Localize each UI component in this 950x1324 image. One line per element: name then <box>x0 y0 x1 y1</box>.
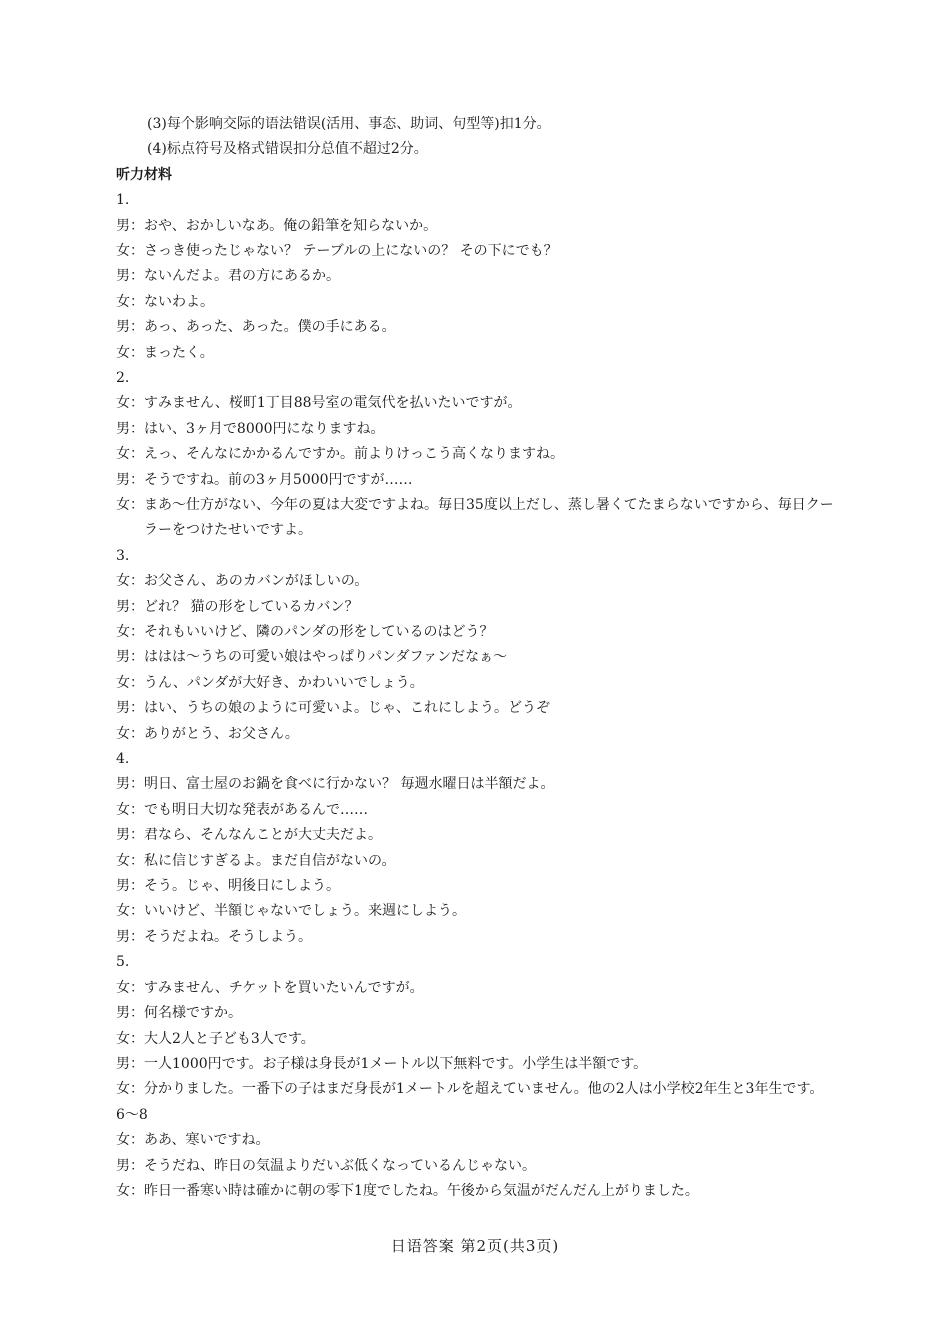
dialogue-line <box>116 620 846 645</box>
dialogue-line <box>116 442 846 467</box>
speaker-label: 女： <box>116 674 144 691</box>
speaker-label: 男： <box>116 268 144 285</box>
utterance-text: どれ？ 猫の形をしているカバン？ <box>144 598 359 615</box>
dialogue-number: 4. <box>116 751 130 768</box>
dialogue-number: 5. <box>116 954 130 971</box>
utterance-text: はい、うちの娘のように可愛いよ。じゃ、これにしよう。どうぞ <box>144 700 550 717</box>
utterance-text: ありがとう、お父さん。 <box>144 725 299 742</box>
dialogue-line <box>116 1052 846 1077</box>
utterance-text: そうだね、昨日の気温よりだいぶ低くなっているんじゃない。 <box>144 1157 536 1174</box>
utterance-text: そう。じゃ、明後日にしよう。 <box>144 878 340 895</box>
utterance-text: ないんだよ。君の方にあるか。 <box>144 268 340 285</box>
speaker-label: 女： <box>116 1030 144 1047</box>
dialogue-number: 3. <box>116 547 130 564</box>
speaker-label: 女： <box>116 979 144 996</box>
dialogue-number: 2. <box>116 370 130 386</box>
utterance-text: すみません、チケットを買いたいんですが。 <box>144 979 424 996</box>
dialogue-line <box>116 1001 846 1026</box>
dialogue-line <box>116 925 846 950</box>
speaker-label: 女： <box>116 293 144 310</box>
speaker-label: 男： <box>116 928 144 945</box>
scoring-item-4: (4)标点符号及格式错误扣分总值不超过2分。 <box>147 141 428 158</box>
utterance-text: 明日、富士屋のお鍋を食べに行かない？ 毎週水曜日は半額だよ。 <box>144 776 555 793</box>
utterance-text: はい、3ヶ月で8000円になりますね。 <box>144 420 385 437</box>
utterance-text: でも明日大切な発表があるんで…… <box>144 801 368 818</box>
dialogue-line <box>116 1077 846 1102</box>
dialogue-line <box>116 772 846 797</box>
utterance-text: そうですね。前の3ヶ月5000円ですが…… <box>144 471 413 488</box>
dialogue-line <box>116 722 846 747</box>
speaker-label: 女： <box>116 1081 144 1098</box>
utterance-text: 大人2人と子ども3人です。 <box>144 1030 315 1047</box>
dialogue-line <box>116 1027 846 1052</box>
speaker-label: 男： <box>116 598 144 615</box>
speaker-label: 男： <box>116 878 144 895</box>
dialogue-line <box>116 214 846 239</box>
utterance-text: ははは〜うちの可愛い娘はやっぱりパンダファンだなぁ〜 <box>144 649 508 666</box>
speaker-label: 女： <box>116 497 144 514</box>
speaker-label: 男： <box>116 471 144 488</box>
dialogue-line <box>116 696 846 721</box>
dialogue-line <box>116 468 846 493</box>
utterance-text: ああ、寒いですね。 <box>144 1132 270 1149</box>
dialogue-line <box>116 264 846 289</box>
dialogue-line <box>116 849 846 874</box>
dialogue-line <box>116 391 846 416</box>
dialogue-line <box>116 645 846 670</box>
speaker-label: 女： <box>116 1132 144 1149</box>
speaker-label: 男： <box>116 649 144 666</box>
utterance-text: お父さん、あのカバンがほしいの。 <box>144 573 369 590</box>
utterance-text: そうだよね。そうしよう。 <box>144 928 312 945</box>
utterance-text: えっ、そんなにかかるんですか。前よりけっこう高くなりますね。 <box>144 446 564 463</box>
dialogue-line <box>116 569 846 594</box>
utterance-text: 昨日一番寒い時は確かに朝の零下1度でしたね。午後から気温がだんだん上がりました。 <box>144 1182 699 1199</box>
speaker-label: 男： <box>116 700 144 717</box>
utterance-text: まったく。 <box>144 344 214 361</box>
speaker-label: 女： <box>116 446 144 463</box>
utterance-text: ないわよ。 <box>144 293 214 310</box>
speaker-label: 女： <box>116 344 144 361</box>
dialogue-line <box>116 874 846 899</box>
scoring-item-3: (3)每个影响交际的语法错误(活用、事态、助词、句型等)扣1分。 <box>147 116 551 132</box>
speaker-label: 男： <box>116 217 144 234</box>
utterance-text: 一人1000円です。お子様は身長が1メートル以下無料です。小学生は半額です。 <box>144 1055 648 1072</box>
speaker-label: 女： <box>116 395 144 412</box>
utterance-text: それもいいけど、隣のパンダの形をしているのはどう？ <box>144 624 494 641</box>
page-footer: 日语答案 第2页(共3页) <box>390 1237 560 1255</box>
utterance-text: さっき使ったじゃない？ テーブルの上にないの？ その下にでも？ <box>144 242 558 259</box>
dialogue-line <box>116 417 846 442</box>
speaker-label: 男： <box>116 1157 144 1174</box>
dialogue-list <box>116 188 846 1204</box>
dialogue-line <box>116 1128 846 1153</box>
dialogue-number: 6～8 <box>116 1106 148 1123</box>
speaker-label: 女： <box>116 903 144 920</box>
speaker-label: 男： <box>116 1055 144 1072</box>
utterance-text: うん、パンダが大好き、かわいいでしょう。 <box>144 674 424 691</box>
utterance-text: おや、おかしいなあ。俺の鉛筆を知らないか。 <box>144 217 438 234</box>
utterance-text: 分かりました。一番下の子はまだ身長が1メートルを超えていません。他の2人は小学校2年生と3年生です。 <box>144 1081 824 1098</box>
speaker-label: 女： <box>116 624 144 641</box>
speaker-label: 女： <box>116 852 144 869</box>
dialogue-line <box>116 239 846 264</box>
dialogue-line <box>116 671 846 696</box>
speaker-label: 男： <box>116 420 144 437</box>
dialogue-line <box>116 1154 846 1179</box>
utterance-text: 私に信じすぎるよ。まだ自信がないの。 <box>144 852 396 869</box>
speaker-label: 男： <box>116 1005 144 1022</box>
utterance-text: いいけど、半額じゃないでしょう。来週にしよう。 <box>144 903 466 920</box>
utterance-text: すみません、桜町1丁目88号室の電気代を払いたいですが。 <box>144 395 522 412</box>
dialogue-line <box>116 595 846 620</box>
utterance-text: 君なら、そんなんことが大丈夫だよ。 <box>144 827 382 844</box>
speaker-label: 女： <box>116 573 144 590</box>
section-title: 听力材料 <box>116 166 172 183</box>
speaker-label: 男： <box>116 827 144 844</box>
speaker-label: 女： <box>116 1182 144 1199</box>
dialogue-line <box>116 290 846 315</box>
utterance-text: まあ〜仕方がない、今年の夏は大変ですよね。毎日35度以上だし、蒸し暑くてたまらないですから、毎日クーラーをつけたせいですよ。 <box>144 497 834 539</box>
speaker-label: 男： <box>116 776 144 793</box>
utterance-text: 何名様ですか。 <box>144 1005 242 1022</box>
speaker-label: 女： <box>116 801 144 818</box>
speaker-label: 女： <box>116 242 144 259</box>
dialogue-line <box>116 341 846 366</box>
dialogue-line <box>116 798 846 823</box>
dialogue-number: 1. <box>116 192 130 209</box>
speaker-label: 女： <box>116 725 144 742</box>
dialogue-line <box>116 976 846 1001</box>
page-content <box>116 112 846 1204</box>
utterance-text: あっ、あった、あった。僕の手にある。 <box>144 319 396 336</box>
dialogue-line <box>116 493 846 544</box>
dialogue-line <box>116 823 846 848</box>
dialogue-line <box>116 899 846 924</box>
dialogue-line <box>116 1179 846 1204</box>
speaker-label: 男： <box>116 319 144 336</box>
dialogue-line <box>116 315 846 340</box>
